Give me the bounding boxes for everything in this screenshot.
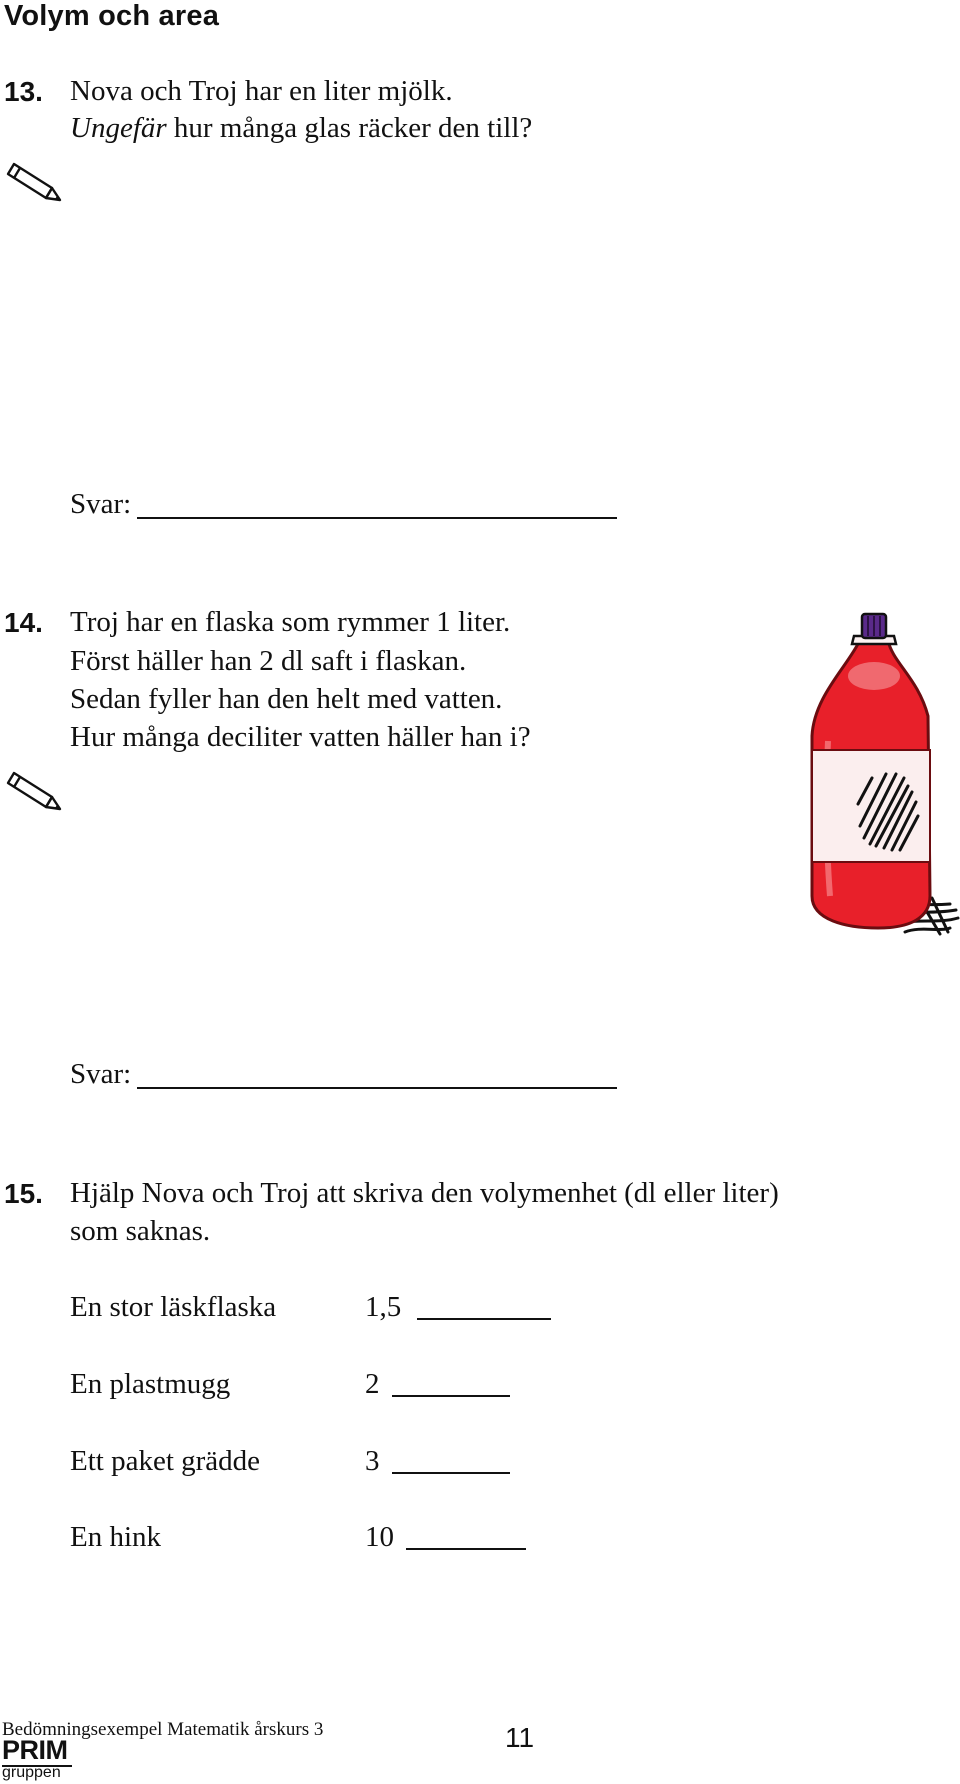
question-14-line-4: Hur många deciliter vatten häller han i?	[70, 721, 531, 753]
question-13-line-1: Nova och Troj har en liter mjölk.	[70, 75, 453, 107]
volume-row-label-3: Ett paket grädde	[70, 1445, 261, 1477]
question-13-italic-word: Ungefär	[70, 112, 167, 144]
volume-row-value-3: 3	[365, 1445, 380, 1477]
page-number: 11	[505, 1722, 535, 1753]
footer-text: Bedömningsexempel Matematik årskurs 3	[2, 1719, 324, 1740]
question-14-answer-line[interactable]	[137, 1087, 617, 1089]
question-13-answer-line[interactable]	[137, 517, 617, 519]
question-13-line-2-rest: hur många glas räcker den till?	[166, 112, 533, 144]
volume-row-answer-line-2[interactable]	[392, 1395, 510, 1397]
pencil-icon	[6, 767, 62, 811]
bottle-illustration	[800, 606, 960, 938]
volume-row-answer-line-1[interactable]	[417, 1318, 551, 1320]
pencil-icon	[6, 158, 62, 202]
question-15-line-1: Hjälp Nova och Troj att skriva den volymenhet (dl eller liter)	[70, 1177, 779, 1209]
question-13-line-2	[70, 110, 532, 147]
volume-row-answer-line-3[interactable]	[392, 1472, 510, 1474]
volume-row-label-1: En stor läskflaska	[70, 1291, 277, 1323]
question-14-line-3: Sedan fyller han den helt med vatten.	[70, 683, 503, 715]
volume-row-label-2: En plastmugg	[70, 1368, 231, 1400]
volume-row-value-2: 2	[365, 1368, 380, 1400]
question-14-answer-label: Svar:	[70, 1058, 132, 1090]
question-14-number: 14.	[4, 607, 43, 638]
question-13-answer-label: Svar:	[70, 488, 132, 520]
volume-row-label-4: En hink	[70, 1521, 162, 1553]
question-14-line-1: Troj har en flaska som rymmer 1 liter.	[70, 606, 511, 638]
volume-row-value-1: 1,5	[365, 1291, 402, 1323]
logo-main-text: PRIM	[2, 1735, 68, 1765]
question-15-number: 15.	[4, 1178, 43, 1209]
question-13-number: 13.	[4, 76, 43, 107]
question-15-line-2: som saknas.	[70, 1215, 211, 1247]
page-title: Volym och area	[4, 0, 220, 32]
volume-row-value-4: 10	[365, 1521, 394, 1553]
prim-gruppen-logo	[2, 1737, 72, 1781]
logo-sub-text: gruppen	[2, 1764, 61, 1781]
volume-row-answer-line-4[interactable]	[406, 1548, 526, 1550]
question-14-line-2: Först häller han 2 dl saft i flaskan.	[70, 645, 467, 677]
